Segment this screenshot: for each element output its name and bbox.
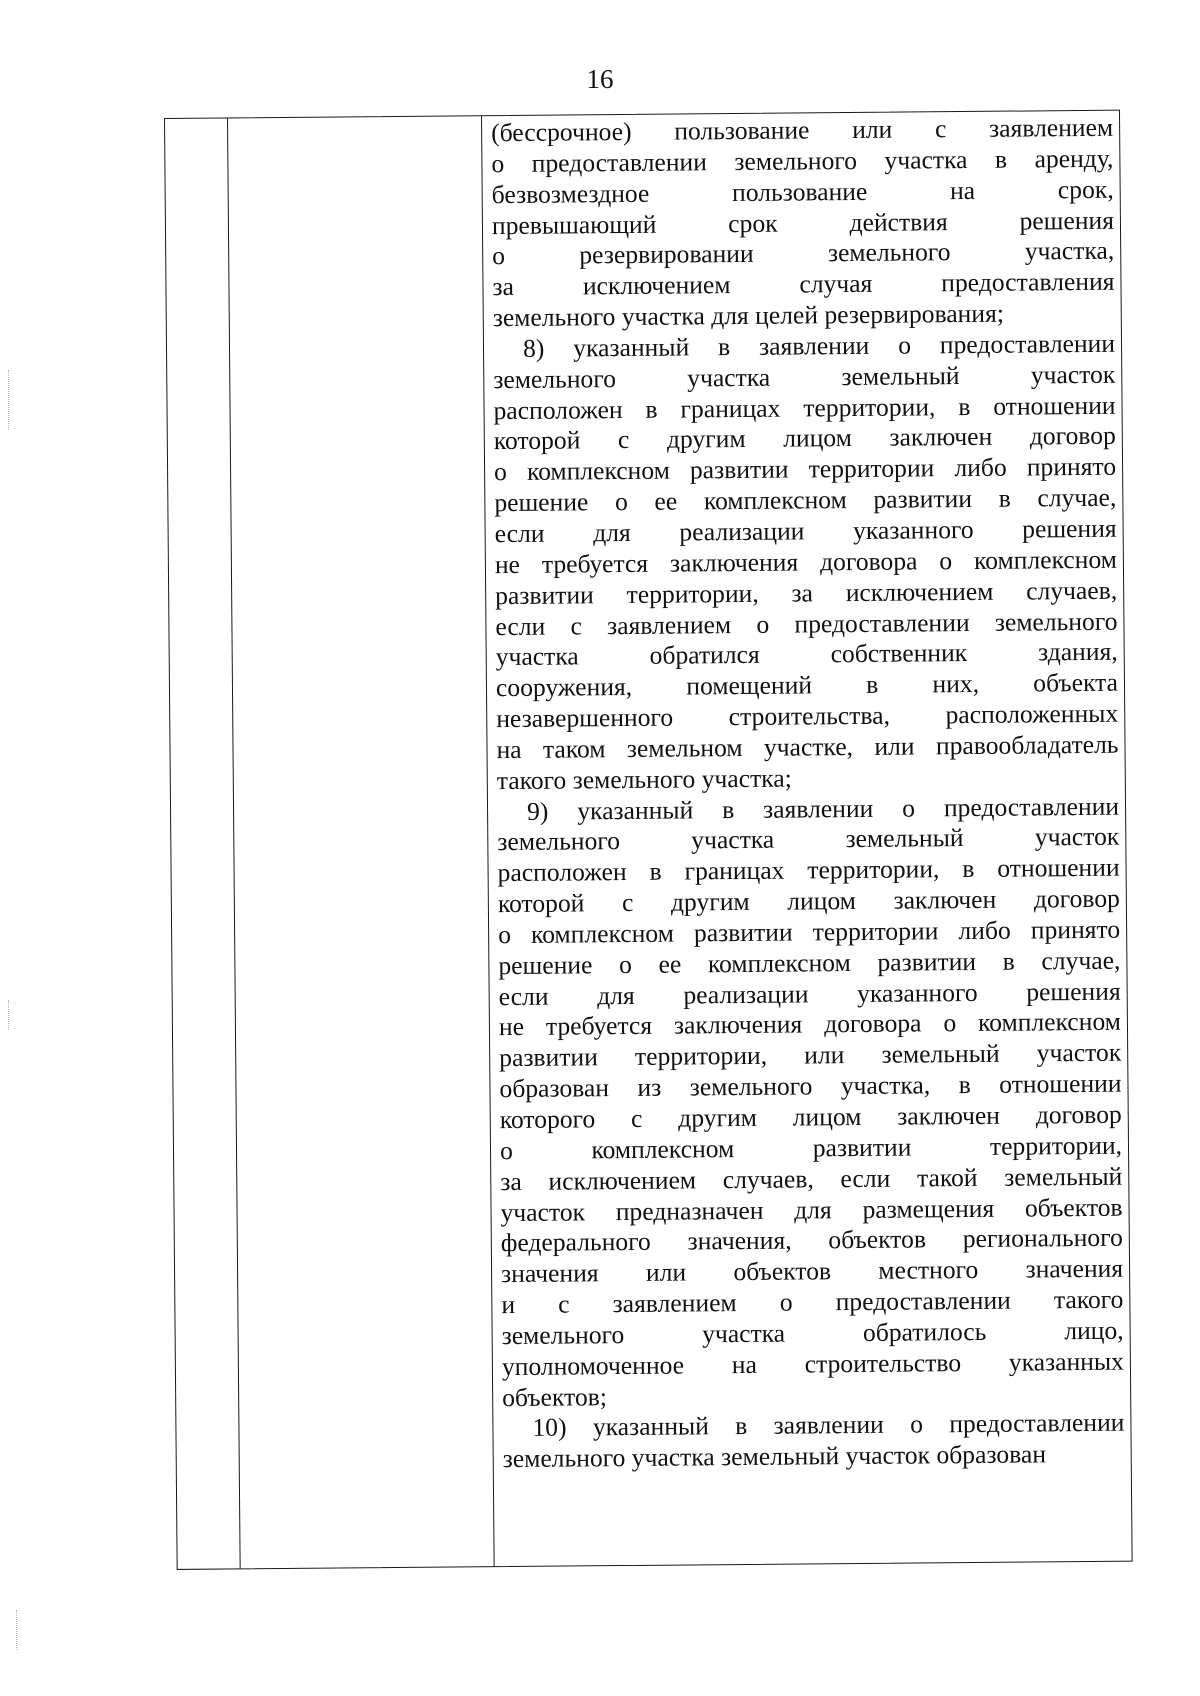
text-line: превышающий срок действия решения bbox=[491, 205, 1115, 240]
text-line: расположен в границах территории, в отношении bbox=[497, 852, 1120, 888]
text-line: значения или объектов местного значения bbox=[500, 1253, 1124, 1289]
paragraph bbox=[502, 1408, 1125, 1475]
text-line: о комплексном развитии территории либо принято bbox=[493, 451, 1117, 487]
text-line: земельного участка земельный участок bbox=[497, 822, 1120, 857]
text-line: 8) указанный в заявлении о предоставлении bbox=[522, 328, 1116, 363]
text-line: незавершенного строительства, расположенных bbox=[496, 698, 1119, 734]
text-line: сооружения, помещений в них, объекта bbox=[495, 667, 1119, 703]
text-line: безвозмездное пользование на срок, bbox=[491, 174, 1114, 209]
text-line: и с заявлением о предоставлении такого bbox=[501, 1284, 1124, 1320]
text-line: за исключением случаев, если такой земельный bbox=[500, 1161, 1123, 1196]
text-line: не требуется заключения договора о комплексном bbox=[498, 1007, 1122, 1042]
text-line: если для реализации указанного решения bbox=[498, 976, 1121, 1011]
text-line: о предоставлении земельного участка в аренду, bbox=[491, 143, 1114, 178]
text-line: уполномоченное на строительство указанных bbox=[501, 1346, 1125, 1381]
text-line: на таком земельном участке, или правообладатель bbox=[496, 729, 1119, 764]
text-line: не требуется заключения договора о комплексном bbox=[494, 544, 1118, 579]
text-line: если с заявлением о предоставлении земельного bbox=[495, 606, 1118, 641]
text-line: земельного участка для целей резервирования; bbox=[492, 298, 1005, 333]
text-line: решение о ее комплексном развитии в случае, bbox=[498, 945, 1121, 980]
paragraph bbox=[493, 329, 1119, 797]
text-line: участок предназначен для размещения объектов bbox=[500, 1192, 1123, 1227]
text-line: (бессрочное) пользование или с заявлением bbox=[491, 112, 1114, 148]
text-line: земельного участка земельный участок образован bbox=[502, 1439, 1047, 1474]
text-line: которой с другим лицом заключен договор bbox=[493, 421, 1116, 456]
text-line: федерального значения, объектов регионального bbox=[500, 1223, 1123, 1258]
text-line: развитии территории, за исключением случаев, bbox=[495, 575, 1118, 610]
text-line: о резервировании земельного участка, bbox=[492, 236, 1115, 271]
text-line: которого с другим лицом заключен договор bbox=[499, 1099, 1122, 1135]
text-line: образован из земельного участка, в отношении bbox=[499, 1068, 1122, 1104]
table-column-divider bbox=[227, 118, 241, 1568]
text-line: объектов; bbox=[502, 1381, 608, 1412]
document-table bbox=[164, 110, 1133, 1570]
scan-artifact-mark bbox=[8, 1000, 9, 1030]
text-line: если для реализации указанного решения bbox=[494, 513, 1117, 549]
text-line: такого земельного участка; bbox=[496, 763, 792, 795]
scan-artifact-mark bbox=[8, 370, 9, 430]
text-line: за исключением случая предоставления bbox=[492, 266, 1115, 302]
text-line: о комплексном развитии территории либо принято bbox=[498, 914, 1121, 950]
page-number: 16 bbox=[586, 64, 614, 94]
text-line: земельного участка обратилось лицо, bbox=[501, 1315, 1124, 1351]
scan-artifact-mark bbox=[16, 1610, 17, 1650]
table-cell-text bbox=[491, 113, 1125, 1476]
text-line: о комплексном развитии территории, bbox=[499, 1130, 1123, 1165]
text-line: участка обратился собственник здания, bbox=[495, 637, 1118, 672]
paragraph bbox=[491, 113, 1115, 334]
paragraph bbox=[497, 791, 1124, 1413]
text-line: развитии территории, или земельный участок bbox=[499, 1037, 1122, 1073]
text-line: 10) указанный в заявлении о предоставлении bbox=[532, 1408, 1125, 1443]
text-line: которой с другим лицом заключен договор bbox=[497, 883, 1120, 919]
text-line: решение о ее комплексном развитии в случае, bbox=[494, 482, 1117, 518]
text-line: 9) указанный в заявлении о предоставлении bbox=[526, 791, 1120, 826]
text-line: расположен в границах территории, в отношении bbox=[493, 390, 1116, 425]
text-line: земельного участка земельный участок bbox=[493, 359, 1116, 394]
